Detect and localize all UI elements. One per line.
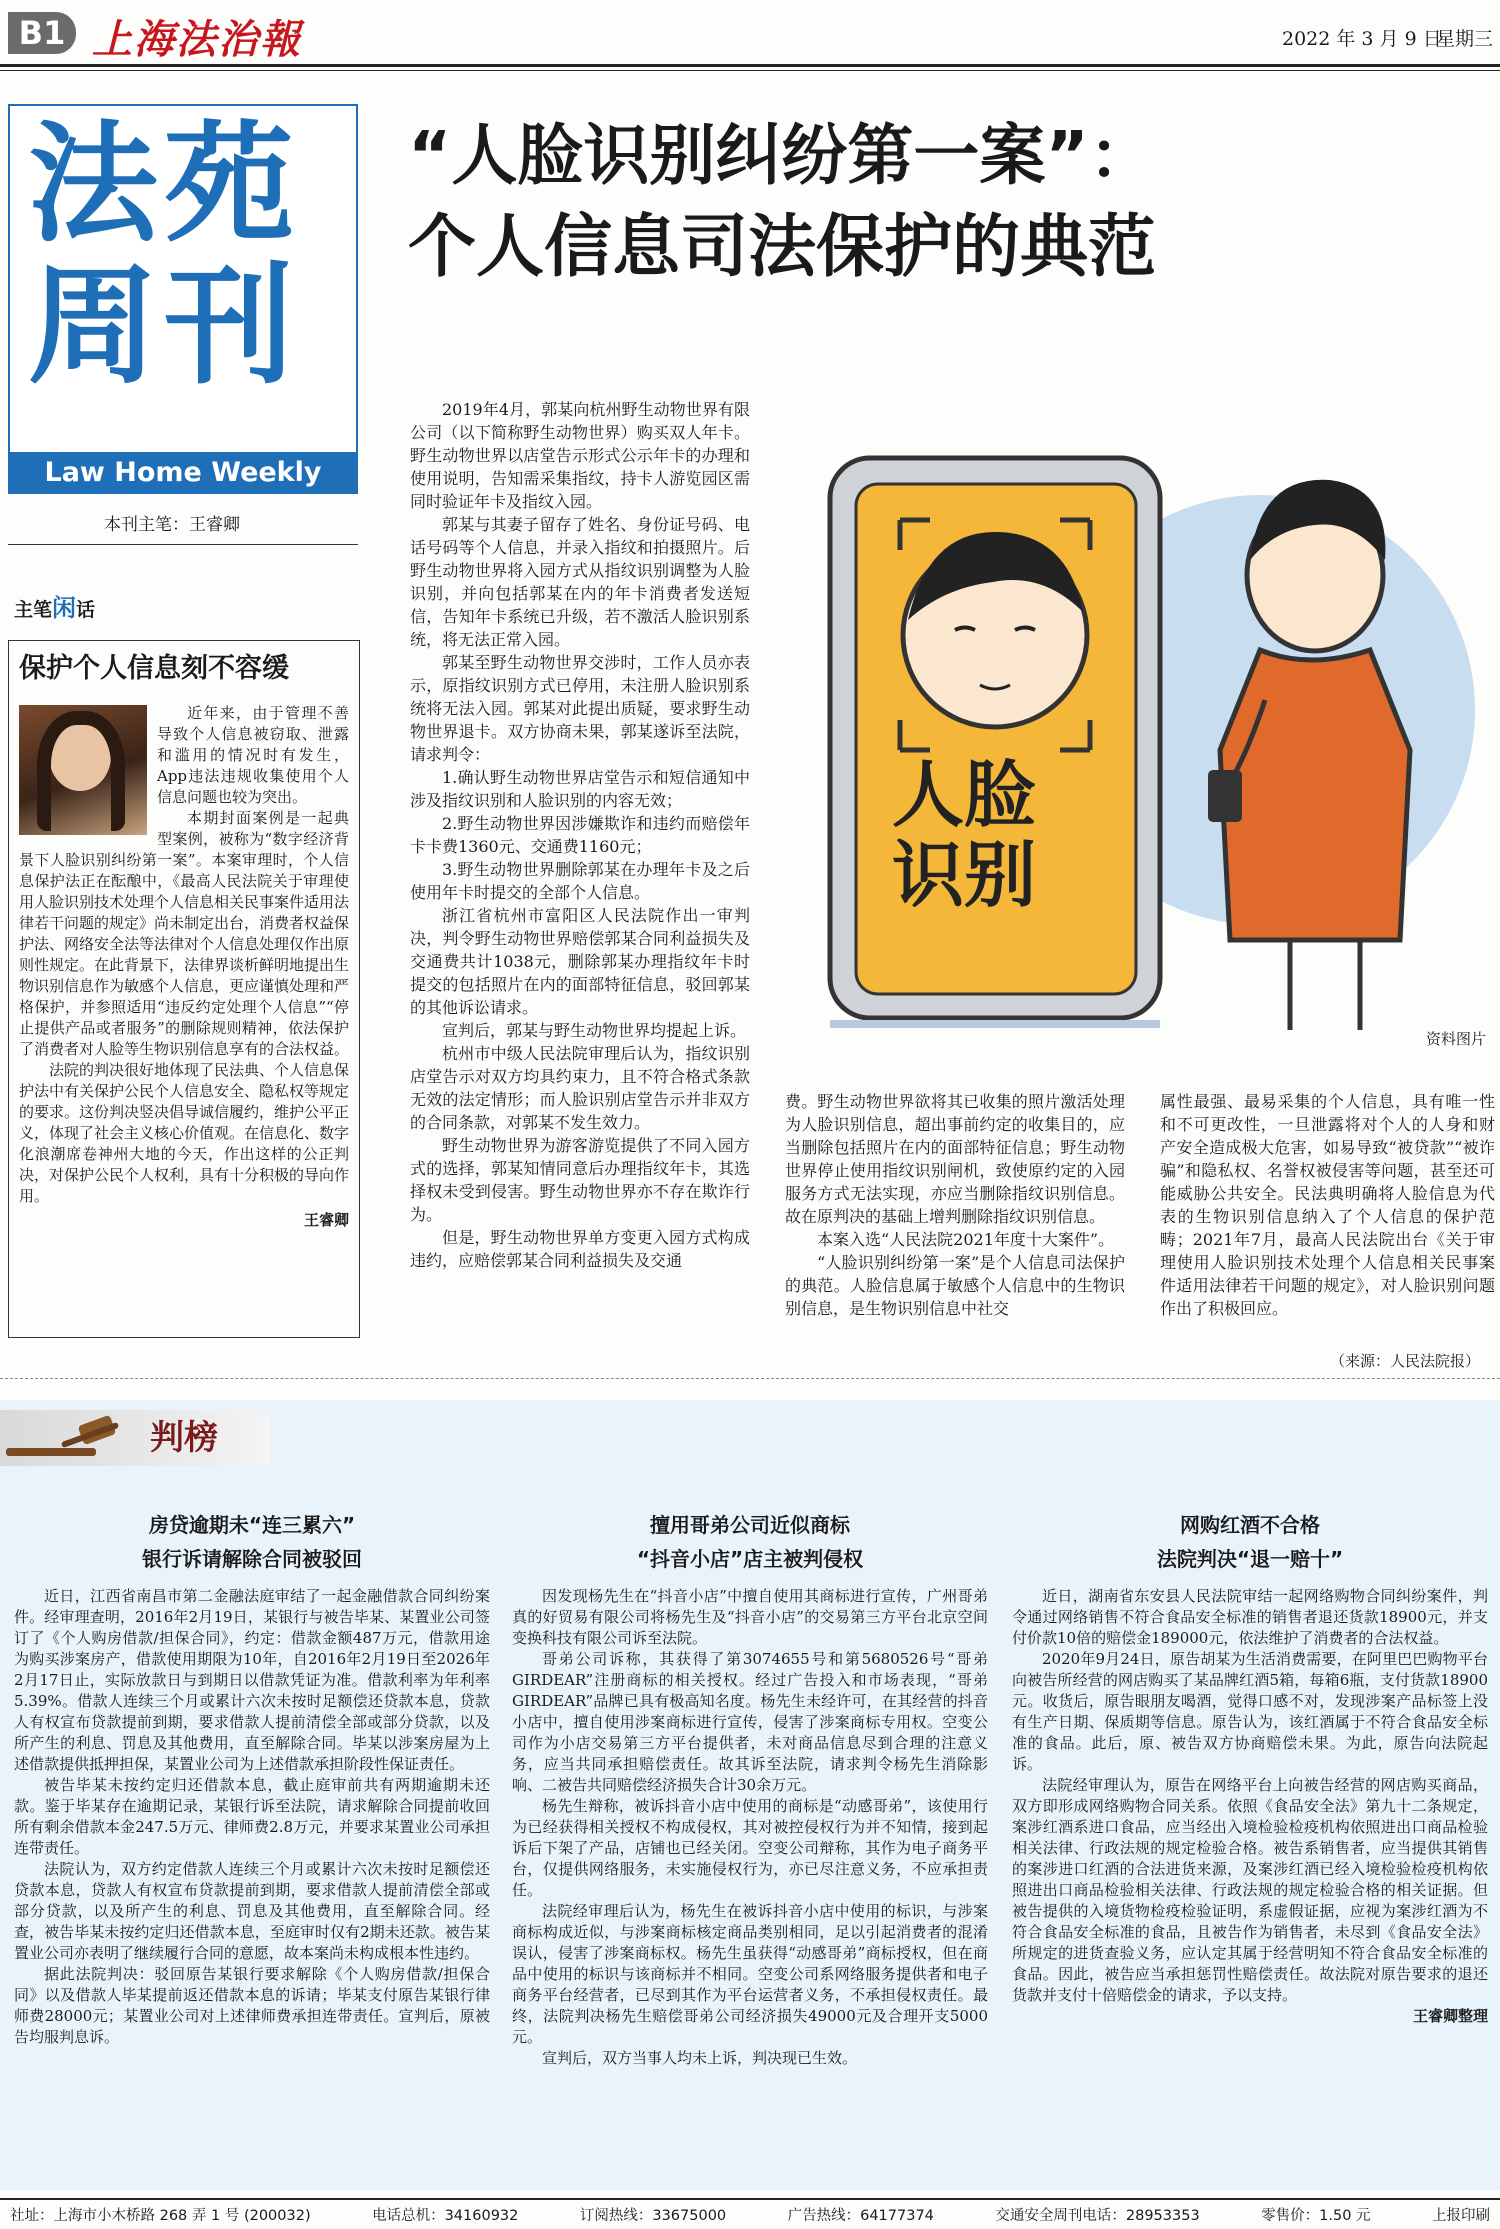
section-editor: 本刊主笔：王睿卿 (104, 515, 240, 535)
editorial-title: 保护个人信息刻不容缓 (19, 653, 289, 684)
editorial-paragraph: 法院的判决很好地体现了民法典、个人信息保护法中有关保护公民个人信息安全、隐私权等规定的要求。这份判决竖决倡导诚信履约，维护公平正义，体现了社会主义核心价值观。在信息化、数字化浪潮席卷神州大地的今天，作出这样的公正判决，对保护公民个人权利，具有十分积极的导向作用。 (19, 1061, 350, 1205)
editorial-column-tag (14, 588, 95, 623)
case-paragraph: 法院经审理认为，原告在网络平台上向被告经营的网店购买商品，双方即形成网络购物合同关系。依照《食品安全法》第九十二条规定，案涉红酒系进口食品，应当经出入境检验检疫机构依照进出口商品检验相关法律、行政法规的规定检验合格。被告系销售者，应当提供其销售的案涉进口红酒的合法进货来源，及案涉红酒已经入境检验检疫机构依照进出口商品检验相关法律、行政法规的规定检验合格的相关证据。但被告提供的入境货物检疫检验证明，系虚假证据，应视为案涉红酒为不符合食品安全标准的食品，且被告作为销售者，未尽到《食品安全法》所规定的进货查验义务，应认定其属于经营明知不符合食品安全标准的食品。因此，被告应当承担惩罚性赔偿责任。故法院对原告要求的退还货款并支付十倍赔偿金的请求，予以支持。 (1012, 1776, 1488, 2004)
article-paragraph: 郭某至野生动物世界交涉时，工作人员亦表示，原指纹识别方式已停用，未注册人脸识别系统将无法入园。郭某对此提出质疑，要求野生动物世界退卡。双方协商未果，郭某遂诉至法院，请求判令： (410, 653, 750, 764)
headline-line2: 个人信息司法保护的典范 (408, 208, 1157, 287)
judgments-banner (0, 1410, 270, 1466)
article-paragraph: 2019年4月，郭某向杭州野生动物世界有限公司（以下简称野生动物世界）购买双人年卡。野生动物世界以店堂告示形式公示年卡的办理和使用说明，告知需采集指纹，持卡人游览园区需同时验证年卡及指纹入园。 (410, 400, 750, 511)
case-card (1012, 1508, 1488, 2027)
masthead-rule-thin (0, 70, 1500, 71)
footer-phone: 电话总机：34160932 (372, 2208, 519, 2224)
footer-subscription: 订阅热线：33675000 (579, 2208, 727, 2224)
footer-ad-phone: 广告热线：64177374 (787, 2208, 934, 2224)
headline-line1: “人脸识别纠纷第一案”： (408, 117, 1155, 194)
divider (8, 544, 358, 545)
paper-logo: 上海法治報 (92, 16, 302, 63)
editorial-tag-part: 主笔 (14, 599, 53, 621)
article-paragraph: 本案入选“人民法院2021年度十大案件”。 (817, 1230, 1115, 1249)
editorial-photo (19, 705, 147, 835)
issue-weekday: 星期三 (1436, 28, 1494, 50)
case-title-line1: 网购红酒不合格 (1180, 1513, 1320, 1537)
case-card (512, 1508, 988, 2069)
page-code: B1 (8, 12, 76, 54)
judgments-title: 判榜 (150, 1418, 218, 1458)
editorial-signature: 王睿卿 (303, 1211, 349, 1229)
article-paragraph: 野生动物世界为游客游览提供了不同入园方式的选择，郭某知情同意后办理指纹年卡，其选择权未受到侵害。野生动物世界亦不存在欺诈行为。 (410, 1136, 750, 1224)
article-paragraph: 浙江省杭州市富阳区人民法院作出一审判决，判令野生动物世界赔偿郭某合同利益损失及交通费共计1038元，删除郭某办理指纹年卡时提交的包括照片在内的面部特征信息，驳回郭某的其他诉讼请求。 (410, 906, 750, 1017)
case-card (14, 1508, 490, 2048)
gavel-icon (0, 1410, 150, 1466)
section-brand (8, 104, 358, 494)
case-title-line2: 银行诉请解除合同被驳回 (142, 1547, 362, 1571)
section-title-line1: 法苑 (28, 108, 301, 260)
article-paragraph: 宣判后，郭某与野生动物世界均提起上诉。 (442, 1021, 747, 1040)
editorial-tag-highlight: 闲 (52, 594, 77, 622)
case-title-line2: “抖音小店”店主被判侵权 (636, 1547, 864, 1571)
footer-price: 零售价：1.50 元 (1261, 2208, 1371, 2224)
issue-date: 2022 年 3 月 9 日 (1282, 28, 1442, 50)
article-paragraph: 1.确认野生动物世界店堂告示和短信通知中涉及指纹识别和人脸识别的内容无效； (410, 768, 750, 810)
article-paragraph: 郭某与其妻子留存了姓名、身份证号码、电话号码等个人信息，并录入指纹和拍摄照片。后野生动物世界将入园方式从指纹识别调整为人脸识别，并向包括郭某在内的年卡消费者发送短信，告知年卡系统已升级，若不激活人脸识别系统，将无法正常入园。 (410, 515, 750, 649)
case-paragraph: 法院经审理后认为，杨先生在被诉抖音小店中使用的标识，与涉案商标构成近似，与涉案商标核定商品类别相同，足以引起消费者的混淆误认，侵害了涉案商标权。杨先生虽获得“动感哥弟”商标授权，但在商品中使用的标识与该商标并不相同。空变公司系网络服务提供者和电子商务平台经营者，已尽到其作为平台运营者义务，不承担侵权责任。最终，法院判决杨先生赔偿哥弟公司经济损失49000元及合理开支5000元。 (512, 1902, 988, 2046)
case-signature: 王睿卿整理 (1412, 2007, 1488, 2025)
editorial-tag-part: 话 (76, 599, 96, 621)
case-title-line1: 擅用哥弟公司近似商标 (650, 1513, 850, 1537)
illustration-caption: 资料图片 (1426, 1030, 1487, 1048)
editorial-box (8, 640, 360, 1338)
footer-rule (0, 2198, 1500, 2200)
article-paragraph: 2.野生动物世界因涉嫌欺诈和违约而赔偿年卡卡费1360元、交通费1160元； (410, 814, 750, 856)
article-paragraph: 但是，野生动物世界单方变更入园方式构成违约，应赔偿郭某合同利益损失及交通 (410, 1228, 750, 1270)
case-paragraph: 哥弟公司诉称，其获得了第3074655号和第5680526号“哥弟GIRDEAR”注册商标的相关授权。经过广告投入和市场表现，“哥弟GIRDEAR”品牌已具有极高知名度。杨先生未经许可，在其经营的抖音小店中，擅自使用涉案商标进行宣传，侵害了涉案商标专用权。空变公司作为小店交易第三方平台提供者，未对商品信息尽到合理的注意义务，应当共同承担赔偿责任。故其诉至法院，请求判令杨先生消除影响、二被告共同赔偿经济损失合计30余万元。 (512, 1650, 988, 1794)
section-english: Law Home Weekly (10, 452, 356, 494)
article-paragraph: 杭州市中级人民法院审理后认为，指纹识别店堂告示对双方均具约束力，且不符合格式条款无效的法定情形；而人脸识别店堂告示并非双方的合同条款，对郭某不发生效力。 (410, 1044, 750, 1132)
case-paragraph: 近日，湖南省东安县人民法院审结一起网络购物合同纠纷案件，判令通过网络销售不符合食品安全标准的销售者退还货款18900元，并支付价款10倍的赔偿金189000元，依法维护了消费者的合法权益。 (1012, 1587, 1488, 1647)
case-paragraph: 2020年9月24日，原告胡某为生活消费需要，在阿里巴巴购物平台向被告所经营的网店购买了某品牌红酒5箱，每箱6瓶，支付货款18900元。收货后，原告眼朋友喝酒，觉得口感不对，发现涉案产品标签上没有生产日期、保质期等信息。原告认为，该红酒属于不符合食品安全标准的食品。此后，原、被告双方协商赔偿未果。为此，原告向法院起诉。 (1012, 1650, 1488, 1773)
footer-traffic-weekly: 交通安全周刊电话：28953353 (995, 2208, 1200, 2224)
masthead-rule (0, 64, 1500, 67)
article-col-1 (410, 398, 750, 1272)
case-title-line1: 房贷逾期未“连三累六” (148, 1513, 356, 1537)
case-paragraph: 被告毕某未按约定归还借款本息，截止庭审前共有两期逾期未还款。鉴于毕某存在逾期记录，某银行诉至法院，请求解除合同提前收回所有剩余借款本金247.5万元、律师费2.8万元，并要求某置业公司承担连带责任。 (14, 1776, 490, 1857)
article-col-2 (785, 1090, 1125, 1320)
article-paragraph: 费。野生动物世界欲将其已收集的照片激活处理为人脸识别信息，超出事前约定的收集目的，应当删除包括照片在内的面部特征信息；野生动物世界停止使用指纹识别闸机，致使原约定的入园服务方式无法实现，亦应当删除指纹识别信息。故在原判决的基础上增判删除指纹识别信息。 (785, 1092, 1125, 1226)
article-paragraph: 属性最强、最易采集的个人信息，具有唯一性和不可更改性，一旦泄露将对个人的人身和财产安全造成极大危害，如易导致“被贷款”“被诈骗”和隐私权、名誉权被侵害等问题，甚至还可能威胁公共安全。民法典明确将人脸信息为代表的生物识别信息纳入了个人信息的保护范畴；2021年7月，最高人民法院出台《关于审理使用人脸识别技术处理个人信息相关民事案件适用法律若干问题的规定》，对人脸识别问题作出了积极回应。 (1160, 1092, 1495, 1318)
article-paragraph: “人脸识别纠纷第一案”是个人信息司法保护的典范。人脸信息属于敏感个人信息中的生物识别信息，是生物识别信息中社交 (785, 1253, 1125, 1318)
footer-address: 社址：上海市小木桥路 268 弄 1 号 (200032) (10, 2208, 311, 2224)
illustration (790, 410, 1495, 1050)
case-paragraph: 据此法院判决：驳回原告某银行要求解除《个人购房借款/担保合同》以及借款人毕某提前返还借款本息的诉请；毕某支付原告某银行律师费28000元；某置业公司对上述律师费承担连带责任。宣判后，原被告均服判息诉。 (14, 1965, 490, 2046)
article-col-3 (1160, 1090, 1495, 1320)
section-separator (0, 1378, 1500, 1379)
case-paragraph: 近日，江西省南昌市第二金融法庭审结了一起金融借款合同纠纷案件。经审理查明，2016年2月19日，某银行与被告毕某、某置业公司签订了《个人购房借款/担保合同》，约定：借款金额487万元，借款用途为购买涉案房产，借款使用期限为10年，自2016年2月19日至2026年2月17日止，实际放款日与到期日以借款凭证为准。借款利率为年利率5.39%。借款人连续三个月或累计六次未按时足额偿还贷款本息，贷款人有权宣布贷款提前到期，要求借款人提前清偿全部或部分贷款，以及所产生的利息、罚息及其他费用，直至解除合同。毕某以涉案房屋为上述借款提供抵押担保，某置业公司为上述借款承担阶段性保证责任。 (14, 1587, 490, 1773)
headline (408, 112, 1498, 296)
masthead (0, 0, 1500, 64)
case-paragraph: 因发现杨先生在“抖音小店”中擅自使用其商标进行宣传，广州哥弟真的好贸易有限公司将杨先生及“抖音小店”的交易第三方平台北京空间变换科技有限公司诉至法院。 (512, 1587, 988, 1647)
face-recognition-illustration (790, 410, 1495, 1050)
illustration-text-1: 人脸 (892, 753, 1037, 837)
article-source: （来源：人民法院报） (1330, 1352, 1481, 1370)
footer-printer: 上报印刷 (1432, 2208, 1490, 2224)
case-title-line2: 法院判决“退一赔十” (1156, 1547, 1344, 1571)
article-paragraph: 3.野生动物世界删除郭某在办理年卡及之后使用年卡时提交的全部个人信息。 (410, 860, 750, 902)
case-paragraph: 法院认为，双方约定借款人连续三个月或累计六次未按时足额偿还贷款本息，贷款人有权宣布贷款提前到期，要求借款人提前清偿全部或部分贷款，以及所产生的利息、罚息及其他费用，直至解除合同。经查，被告毕某未按约定归还借款本息，至庭审时仅有2期未还款。被告某置业公司亦表明了继续履行合同的意愿，故本案尚未构成根本性违约。 (14, 1860, 490, 1962)
editorial-paragraph: 近年来，由于管理不善导致个人信息被窃取、泄露和滥用的情况时有发生，App违法违规收集使用个人信息问题也较为突出。 (157, 704, 349, 806)
footer (0, 2204, 1500, 2228)
case-paragraph: 杨先生辩称，被诉抖音小店中使用的商标是“动感哥弟”，该使用行为已经获得相关授权不构成侵权，其对被控侵权行为并不知情，接到起诉后下架了产品，店铺也已经关闭。空变公司辩称，其作为电子商务平台，仅提供网络服务，未实施侵权行为，亦已尽注意义务，不应承担责任。 (512, 1797, 988, 1899)
section-title-line2: 周刊 (28, 250, 301, 402)
editorial-paragraph: 本期封面案例是一起典型案例，被称为“数字经济背景下人脸识别纠纷第一案”。本案审理时，个人信息保护法正在酝酿中，《最高人民法院关于审理使用人脸识别技术处理个人信息相关民事案件适用法律若干问题的规定》尚未制定出台，消费者权益保护法、网络安全法等法律对个人信息处理仅作出原则性规定。在此背景下，法律界谈析鲜明地提出生物识别信息作为敏感个人信息，更应谨慎处理和严格保护，并参照适用“违反约定处理个人信息”“停止提供产品或者服务”的删除规则精神，依法保护了消费者对人脸等生物识别信息享有的合法权益。 (19, 809, 350, 1058)
case-paragraph: 宣判后，双方当事人均未上诉，判决现已生效。 (542, 2049, 858, 2067)
illustration-text-2: 识别 (892, 833, 1037, 917)
